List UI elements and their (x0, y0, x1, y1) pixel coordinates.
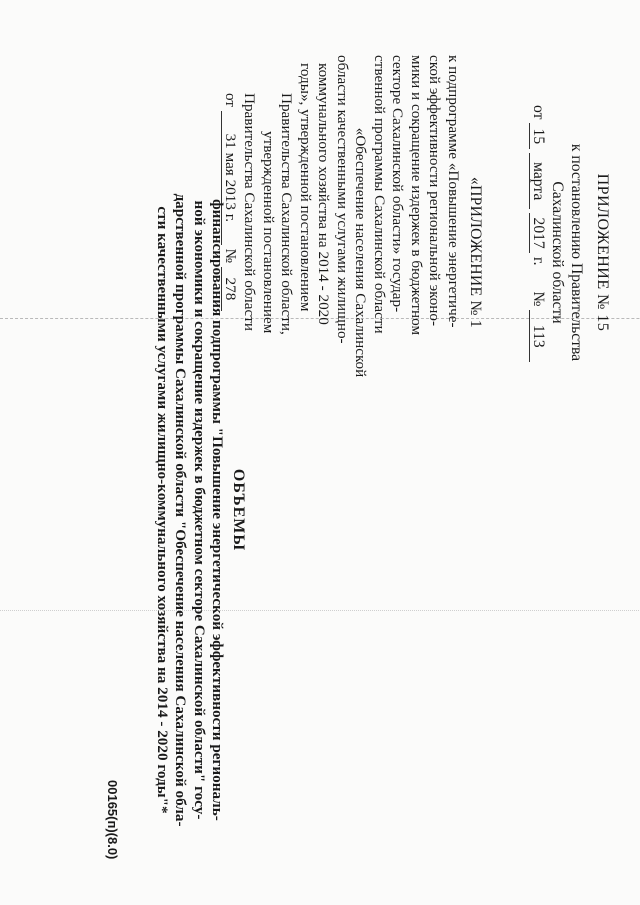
main-heading (152, 150, 248, 870)
annex-line: секторе Сахалинской области» государ- (389, 55, 407, 313)
annex-line: к подпрограмме «Повышение энергетиче- (444, 55, 462, 328)
approval-line-1: к постановлению Правительства (568, 143, 586, 362)
approval-number-label: № (530, 291, 548, 307)
annex-block (221, 55, 485, 450)
annex-line: Правительства Сахалинской области (240, 93, 258, 331)
annex-line: мики и сокращение издержек в бюджетном (407, 55, 425, 336)
approval-year-suffix: г. (530, 257, 548, 266)
annex-line: области качественными услугами жилищно- (333, 55, 351, 344)
annex-line: годы», утвержденной постановлением (296, 63, 314, 312)
annex-line: «Обеспечение населения Сахалинской (352, 127, 370, 378)
approval-day: 15 (529, 123, 546, 149)
approval-month: марта (529, 153, 546, 209)
annex-line: ственной программы Сахалинской области (370, 55, 388, 334)
heading-line: финансирования подпрограммы "Повышение энергетической эффективности региональ- (209, 199, 227, 821)
annex-line: коммунального хозяйства на 2014 - 2020 (315, 63, 333, 325)
approval-date-line (529, 55, 548, 450)
approval-year: 2017 (529, 213, 546, 253)
annex-title: «ПРИЛОЖЕНИЕ № 1 (467, 177, 484, 328)
annex-line: ской эффективности региональной эконо- (426, 55, 444, 327)
annex-line: утвержденной постановлением (259, 131, 277, 334)
heading-line: ной экономики и сокращение издержек в бюджетном секторе Сахалинской области" госу- (190, 200, 208, 820)
annex-number: 278 (221, 267, 238, 311)
approval-title: ПРИЛОЖЕНИЕ № 15 (594, 173, 611, 332)
approval-line-2: Сахалинской области (549, 181, 567, 324)
approval-block (529, 55, 612, 450)
annex-date: 31 мая 2013 г. (221, 111, 238, 245)
heading-line: дарственной программы Сахалинской области "Обеспечение населения Сахалинской обла- (172, 193, 190, 827)
approval-date-prefix: от (530, 105, 548, 120)
annex-line: Правительства Сахалинской области, (278, 93, 296, 335)
heading-title: ОБЪЕМЫ (230, 468, 247, 552)
annex-date-prefix: от (222, 93, 240, 108)
document-code: 00165(п)(8.0) (105, 780, 120, 860)
approval-number: 113 (529, 310, 546, 362)
heading-line: сти качественными услугами жилищно-коммунального хозяйства на 2014 - 2020 годы"* (153, 206, 171, 814)
annex-number-label: № (222, 248, 240, 264)
